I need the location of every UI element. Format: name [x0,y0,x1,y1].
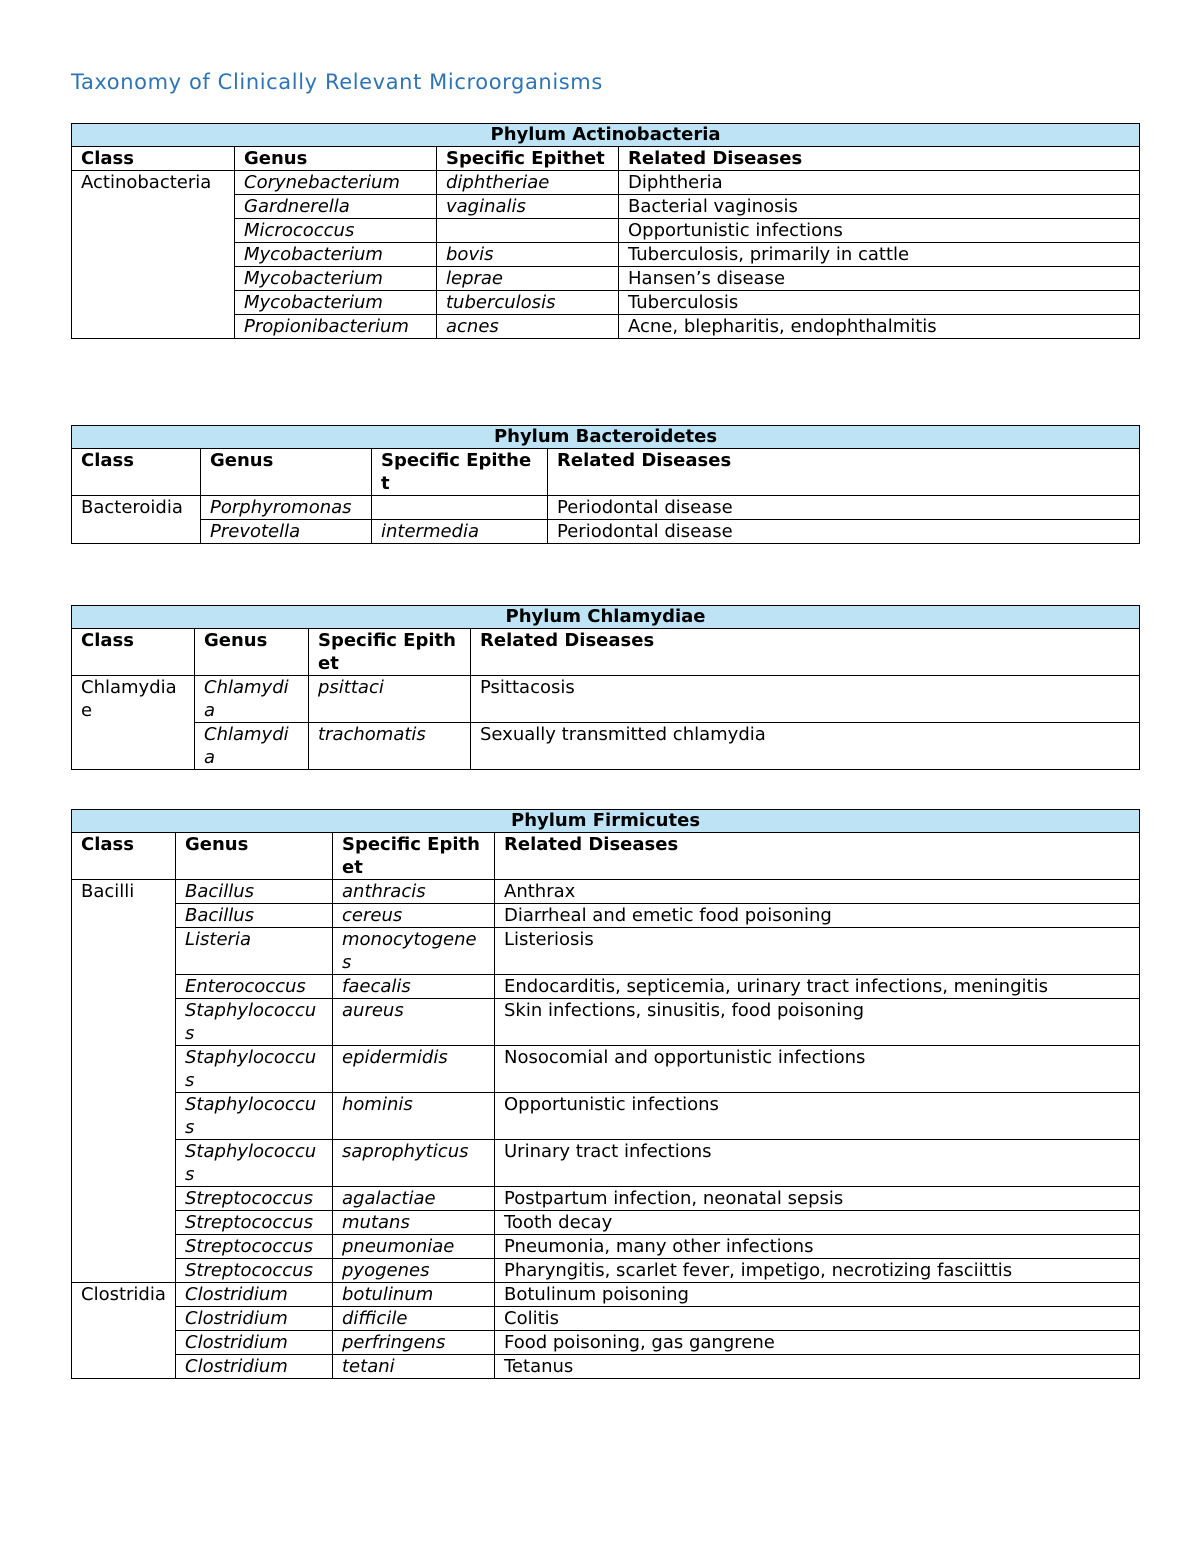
disease-cell: Nosocomial and opportunistic infections [495,1046,1140,1093]
disease-cell: Endocarditis, septicemia, urinary tract infections, meningitis [495,975,1140,999]
epithet-header: Specific Epithet [437,147,619,171]
page-title: Taxonomy of Clinically Relevant Microorganisms [71,70,603,94]
phylum-header-row [72,606,1140,629]
table-row [72,975,1140,999]
disease-cell: Diphtheria [619,171,1140,195]
class-cell: Chlamydiae [72,676,195,770]
epithet-cell: acnes [437,315,619,339]
genus-cell: Prevotella [201,520,372,544]
class-header: Class [72,629,195,676]
disease-cell: Periodontal disease [548,520,1140,544]
class-cell: Actinobacteria [72,171,235,339]
disease-cell: Colitis [495,1307,1140,1331]
genus-cell: Streptococcus [176,1235,333,1259]
phylum-table-actinobacteria [71,123,1140,339]
genus-cell: Clostridium [176,1283,333,1307]
genus-cell: Clostridium [176,1331,333,1355]
epithet-cell: perfringens [333,1331,495,1355]
phylum-title: Phylum Bacteroidetes [72,426,1140,449]
epithet-cell: epidermidis [333,1046,495,1093]
diseases-header: Related Diseases [495,833,1140,880]
disease-cell: Periodontal disease [548,496,1140,520]
disease-cell: Opportunistic infections [495,1093,1140,1140]
epithet-cell: intermedia [372,520,548,544]
table-row [72,171,1140,195]
genus-cell: Gardnerella [235,195,437,219]
genus-cell: Chlamydia [195,723,309,770]
epithet-header: Specific Epithet [309,629,471,676]
disease-cell: Postpartum infection, neonatal sepsis [495,1187,1140,1211]
epithet-cell: vaginalis [437,195,619,219]
genus-cell: Propionibacterium [235,315,437,339]
disease-cell: Hansen’s disease [619,267,1140,291]
disease-cell: Tuberculosis [619,291,1140,315]
table-row [72,1307,1140,1331]
epithet-cell: cereus [333,904,495,928]
class-header: Class [72,833,176,880]
disease-cell: Diarrheal and emetic food poisoning [495,904,1140,928]
genus-header: Genus [176,833,333,880]
epithet-cell: mutans [333,1211,495,1235]
phylum-header-row [72,124,1140,147]
phylum-table-bacteroidetes [71,425,1140,544]
table-row [72,1093,1140,1140]
table-row [72,1046,1140,1093]
genus-cell: Staphylococcus [176,1046,333,1093]
class-cell: Clostridia [72,1283,176,1379]
disease-cell: Psittacosis [471,676,1140,723]
disease-cell: Sexually transmitted chlamydia [471,723,1140,770]
disease-cell: Tooth decay [495,1211,1140,1235]
disease-cell: Anthrax [495,880,1140,904]
table-row [72,880,1140,904]
epithet-cell: trachomatis [309,723,471,770]
epithet-cell: tuberculosis [437,291,619,315]
table-row [72,1283,1140,1307]
genus-cell: Clostridium [176,1307,333,1331]
genus-header: Genus [201,449,372,496]
table-row [72,1211,1140,1235]
phylum-title: Phylum Chlamydiae [72,606,1140,629]
diseases-header: Related Diseases [471,629,1140,676]
genus-cell: Listeria [176,928,333,975]
genus-cell: Staphylococcus [176,1140,333,1187]
disease-cell: Bacterial vaginosis [619,195,1140,219]
class-cell: Bacilli [72,880,176,1283]
epithet-cell: bovis [437,243,619,267]
epithet-cell: tetani [333,1355,495,1379]
genus-header: Genus [235,147,437,171]
diseases-header: Related Diseases [619,147,1140,171]
disease-cell: Pharyngitis, scarlet fever, impetigo, necrotizing fasciittis [495,1259,1140,1283]
epithet-cell [437,219,619,243]
genus-cell: Streptococcus [176,1211,333,1235]
disease-cell: Botulinum poisoning [495,1283,1140,1307]
disease-cell: Skin infections, sinusitis, food poisoning [495,999,1140,1046]
column-header-row [72,147,1140,171]
table-row [72,520,1140,544]
genus-cell: Mycobacterium [235,243,437,267]
epithet-header: Specific Epithet [333,833,495,880]
disease-cell: Tetanus [495,1355,1140,1379]
disease-cell: Food poisoning, gas gangrene [495,1331,1140,1355]
genus-cell: Mycobacterium [235,291,437,315]
table-row [72,928,1140,975]
epithet-cell: aureus [333,999,495,1046]
table-row [72,1259,1140,1283]
epithet-header: Specific Epithet [372,449,548,496]
genus-cell: Staphylococcus [176,999,333,1046]
table-row [72,496,1140,520]
genus-cell: Porphyromonas [201,496,372,520]
epithet-cell: pyogenes [333,1259,495,1283]
phylum-header-row [72,426,1140,449]
column-header-row [72,449,1140,496]
table-row [72,1140,1140,1187]
genus-header: Genus [195,629,309,676]
epithet-cell: diphtheriae [437,171,619,195]
epithet-cell [372,496,548,520]
epithet-cell: anthracis [333,880,495,904]
genus-cell: Enterococcus [176,975,333,999]
genus-cell: Bacillus [176,904,333,928]
table-row [72,1187,1140,1211]
epithet-cell: difficile [333,1307,495,1331]
table-row [72,1331,1140,1355]
class-cell: Bacteroidia [72,496,201,544]
table-row [72,676,1140,723]
epithet-cell: hominis [333,1093,495,1140]
genus-cell: Streptococcus [176,1187,333,1211]
class-header: Class [72,147,235,171]
table-row [72,999,1140,1046]
disease-cell: Pneumonia, many other infections [495,1235,1140,1259]
column-header-row [72,833,1140,880]
genus-cell: Chlamydia [195,676,309,723]
genus-cell: Bacillus [176,880,333,904]
disease-cell: Acne, blepharitis, endophthalmitis [619,315,1140,339]
epithet-cell: pneumoniae [333,1235,495,1259]
epithet-cell: faecalis [333,975,495,999]
disease-cell: Opportunistic infections [619,219,1140,243]
epithet-cell: psittaci [309,676,471,723]
epithet-cell: saprophyticus [333,1140,495,1187]
epithet-cell: leprae [437,267,619,291]
class-header: Class [72,449,201,496]
disease-cell: Tuberculosis, primarily in cattle [619,243,1140,267]
phylum-table-chlamydiae [71,605,1140,770]
phylum-table-firmicutes [71,809,1140,1379]
genus-cell: Corynebacterium [235,171,437,195]
phylum-title: Phylum Firmicutes [72,810,1140,833]
diseases-header: Related Diseases [548,449,1140,496]
genus-cell: Staphylococcus [176,1093,333,1140]
table-row [72,904,1140,928]
disease-cell: Listeriosis [495,928,1140,975]
column-header-row [72,629,1140,676]
phylum-header-row [72,810,1140,833]
phylum-title: Phylum Actinobacteria [72,124,1140,147]
epithet-cell: agalactiae [333,1187,495,1211]
table-row [72,723,1140,770]
genus-cell: Micrococcus [235,219,437,243]
genus-cell: Clostridium [176,1355,333,1379]
genus-cell: Mycobacterium [235,267,437,291]
table-row [72,1235,1140,1259]
disease-cell: Urinary tract infections [495,1140,1140,1187]
table-row [72,1355,1140,1379]
epithet-cell: monocytogenes [333,928,495,975]
genus-cell: Streptococcus [176,1259,333,1283]
epithet-cell: botulinum [333,1283,495,1307]
